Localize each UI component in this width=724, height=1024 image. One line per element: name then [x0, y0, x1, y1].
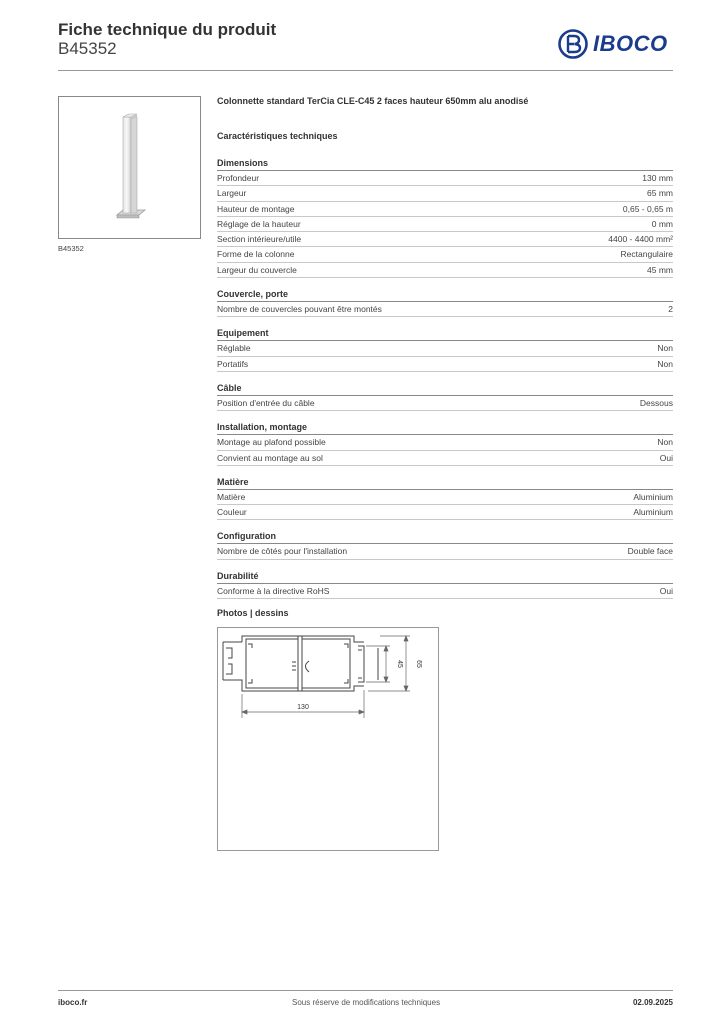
characteristics-heading: Caractéristiques techniques [217, 131, 338, 141]
spec-row [217, 396, 673, 411]
spec-section [217, 288, 673, 317]
logo-wordmark: IBOCO [593, 31, 668, 56]
product-image [58, 96, 201, 239]
spec-content [217, 96, 673, 599]
spec-section [217, 476, 673, 521]
spec-sections [217, 157, 673, 599]
footer-divider [58, 990, 673, 991]
spec-value: 4400 - 4400 mm² [608, 234, 673, 245]
spec-row [217, 505, 673, 520]
spec-value: Oui [659, 452, 673, 463]
spec-row [217, 341, 673, 356]
spec-value: 0,65 - 0,65 m [622, 203, 673, 214]
spec-label: Couleur [217, 507, 247, 518]
spec-label: Réglage de la hauteur [217, 218, 301, 229]
spec-row [217, 217, 673, 232]
spec-row [217, 186, 673, 201]
spec-row [217, 263, 673, 278]
spec-value: 0 mm [651, 218, 673, 229]
photos-heading: Photos | dessins [217, 608, 289, 618]
footer-date: 02.09.2025 [632, 998, 673, 1007]
spec-section [217, 421, 673, 466]
section-title: Couvercle, porte [217, 288, 673, 302]
spec-label: Conforme à la directive RoHS [217, 585, 330, 596]
spec-label: Hauteur de montage [217, 203, 295, 214]
spec-label: Portatifs [217, 358, 249, 369]
spec-row [217, 584, 673, 599]
section-title: Durabilité [217, 570, 673, 584]
spec-label: Convient au montage au sol [217, 452, 323, 463]
spec-label: Montage au plafond possible [217, 437, 326, 448]
spec-section [217, 530, 673, 559]
spec-label: Réglable [217, 343, 251, 354]
spec-value: 65 mm [647, 188, 673, 199]
section-title: Matière [217, 476, 673, 490]
product-code-header: B45352 [58, 39, 117, 58]
spec-value: Oui [659, 585, 673, 596]
spec-row [217, 435, 673, 450]
spec-row [217, 247, 673, 262]
spec-row [217, 451, 673, 466]
spec-value: Aluminium [633, 491, 673, 502]
spec-row [217, 232, 673, 247]
spec-label: Largeur du couvercle [217, 264, 297, 275]
spec-value: 2 [668, 304, 673, 315]
spec-row [217, 171, 673, 186]
footer-disclaimer: Sous réserve de modifications techniques [292, 998, 441, 1007]
spec-label: Forme de la colonne [217, 249, 295, 260]
spec-label: Nombre de côtés pour l'installation [217, 546, 348, 557]
spec-row [217, 544, 673, 559]
spec-section [217, 570, 673, 599]
technical-drawing [217, 627, 439, 851]
spec-label: Matière [217, 491, 246, 502]
product-title: Colonnette standard TerCia CLE-C45 2 faces hauteur 650mm alu anodisé [217, 96, 529, 106]
spec-label: Nombre de couvercles pouvant être montés [217, 304, 382, 315]
spec-label: Largeur [217, 188, 247, 199]
page-title: Fiche technique du produit [58, 20, 277, 39]
spec-label: Position d'entrée du câble [217, 397, 315, 408]
spec-value: Non [657, 358, 673, 369]
spec-value: Non [657, 343, 673, 354]
spec-label: Section intérieure/utile [217, 234, 302, 245]
footer-site-link[interactable]: iboco.fr [58, 998, 88, 1007]
section-title: Installation, montage [217, 421, 673, 435]
spec-section [217, 382, 673, 411]
spec-row [217, 302, 673, 317]
dimension-inner-height-label: 45 [396, 660, 403, 668]
spec-row [217, 357, 673, 372]
brand-logo [558, 28, 676, 60]
spec-value: 130 mm [642, 173, 673, 183]
section-title: Dimensions [217, 157, 673, 171]
product-image-caption: B45352 [58, 244, 84, 253]
spec-row [217, 490, 673, 505]
dimension-outer-height-label: 65 [415, 660, 422, 668]
spec-value: Rectangulaire [620, 249, 673, 260]
section-title: Equipement [217, 327, 673, 341]
cross-section-drawing [218, 628, 438, 850]
header-divider [58, 70, 673, 71]
spec-value: Double face [627, 546, 673, 557]
spec-section [217, 157, 673, 278]
spec-row [217, 202, 673, 217]
section-title: Câble [217, 382, 673, 396]
spec-label: Profondeur [217, 173, 260, 183]
spec-value: 45 mm [647, 264, 673, 275]
section-title: Configuration [217, 530, 673, 544]
spec-section [217, 327, 673, 372]
spec-value: Dessous [639, 397, 673, 408]
iboco-logo-icon [558, 29, 588, 59]
spec-value: Aluminium [633, 507, 673, 518]
column-product-picture [59, 97, 200, 238]
spec-value: Non [657, 437, 673, 448]
dimension-width-label: 130 [297, 704, 309, 711]
